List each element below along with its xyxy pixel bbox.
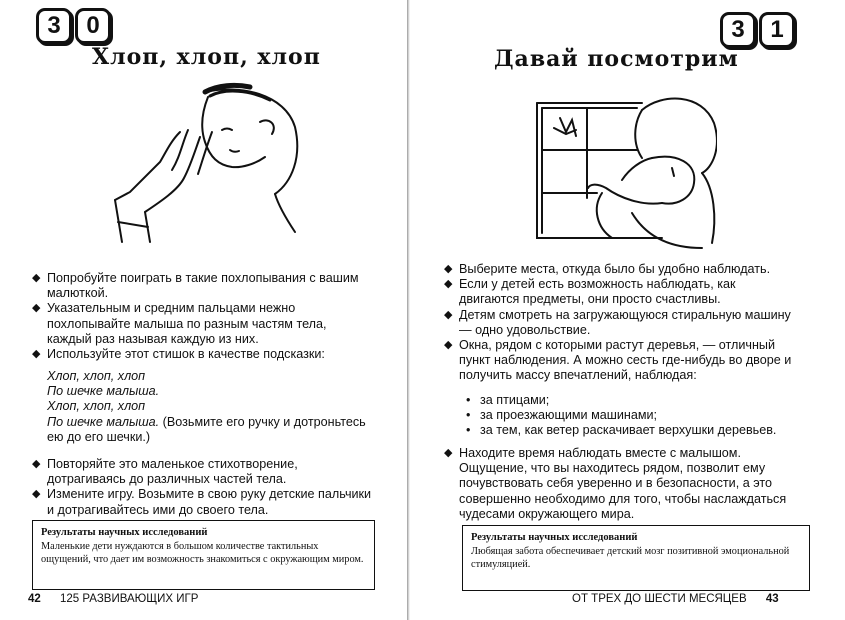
research-heading: Результаты научных исследований bbox=[471, 532, 638, 543]
observation-item: • за проезжающими машинами; bbox=[464, 408, 796, 423]
right-page bbox=[412, 0, 845, 620]
research-heading: Результаты научных исследований bbox=[41, 527, 208, 538]
instruction-item: ◆ Если у детей есть возможность наблюдать, как двигаются предметы, они просто счастливы. bbox=[444, 277, 796, 307]
research-text: Маленькие дети нуждаются в большом количестве тактильных ощущений, что дает им возможность знакомиться с окружающим миром. bbox=[41, 540, 364, 566]
badge-digit: 3 bbox=[720, 12, 756, 48]
observation-item: • за птицами; bbox=[464, 393, 796, 408]
baby-face-illustration bbox=[110, 82, 310, 247]
research-box bbox=[462, 525, 810, 591]
page-footer bbox=[572, 593, 779, 605]
game-number-badge bbox=[36, 8, 111, 44]
rhyme-line: По шечке малыша. bbox=[47, 384, 160, 399]
page-footer bbox=[28, 593, 198, 605]
instruction-item: ◆ Детям смотреть на загружающуюся стиральную машину — одно удовольствие. bbox=[444, 308, 796, 338]
instruction-list bbox=[32, 457, 372, 518]
rhyme-line: По шечке малыша. bbox=[47, 414, 160, 429]
badge-digit: 3 bbox=[36, 8, 72, 44]
instruction-item: ◆ Используйте этот стишок в качестве подсказки: bbox=[32, 347, 372, 362]
instruction-list bbox=[444, 262, 796, 384]
instruction-item: ◆ Выберите места, откуда было бы удобно наблюдать. bbox=[444, 262, 796, 277]
observation-item: • за тем, как ветер раскачивает верхушки деревьев. bbox=[464, 423, 796, 438]
badge-digit: 0 bbox=[75, 8, 111, 44]
running-head: 125 РАЗВИВАЮЩИХ ИГР bbox=[60, 593, 199, 605]
instruction-item: ◆ Окна, рядом с которыми растут деревья, — отличный пункт наблюдения. А можно сесть где-нибудь во дворе и получить массу впечатлений, наблюдая: bbox=[444, 338, 796, 384]
research-text: Любящая забота обеспечивает детский мозг позитивной эмоциональной стимуляцией. bbox=[471, 545, 790, 571]
observation-list bbox=[464, 393, 796, 439]
game-title: Давай посмотрим bbox=[494, 46, 739, 72]
running-head: ОТ ТРЕХ ДО ШЕСТИ МЕСЯЦЕВ bbox=[572, 593, 747, 605]
rhyme-note: (Возьмите его ручку и дотроньтесь ею до его шечки.) bbox=[47, 414, 366, 444]
instruction-list bbox=[444, 446, 796, 522]
page-number: 43 bbox=[765, 593, 779, 605]
game-number-badge bbox=[720, 12, 795, 48]
instruction-item: ◆ Попробуйте поиграть в такие похлопывания с вашим малюткой. bbox=[32, 271, 372, 301]
window-watching-illustration bbox=[502, 88, 717, 253]
rhyme-line: Хлоп, хлоп, хлоп bbox=[47, 399, 146, 414]
research-box bbox=[32, 520, 375, 590]
badge-digit: 1 bbox=[759, 12, 795, 48]
instruction-item: ◆ Повторяйте это маленькое стихотворение, дотрагиваясь до различных частей тела. bbox=[32, 457, 372, 487]
left-page bbox=[0, 0, 408, 620]
rhyme-line: Хлоп, хлоп, хлоп bbox=[47, 369, 146, 383]
rhyme bbox=[47, 369, 372, 445]
instruction-item: ◆ Измените игру. Возьмите в свою руку детские пальчики и дотрагивайтесь ими до своего тела. bbox=[32, 487, 372, 517]
instruction-item: ◆ Находите время наблюдать вместе с малышом. Ощущение, что вы находитесь рядом, позволит ему почувствовать себя уверенно и в безопасности, а это совершенно необходимо для того, чтобы наслаждаться чудесами окружающего мира. bbox=[444, 446, 796, 522]
instruction-item: ◆ Указательным и средним пальцами нежно похлопывайте малыша по разным частям тела, каждый раз называя каждую из них. bbox=[32, 301, 372, 347]
instruction-list bbox=[32, 271, 372, 362]
game-title: Хлоп, хлоп, хлоп bbox=[92, 44, 321, 70]
page-number: 42 bbox=[28, 593, 41, 605]
